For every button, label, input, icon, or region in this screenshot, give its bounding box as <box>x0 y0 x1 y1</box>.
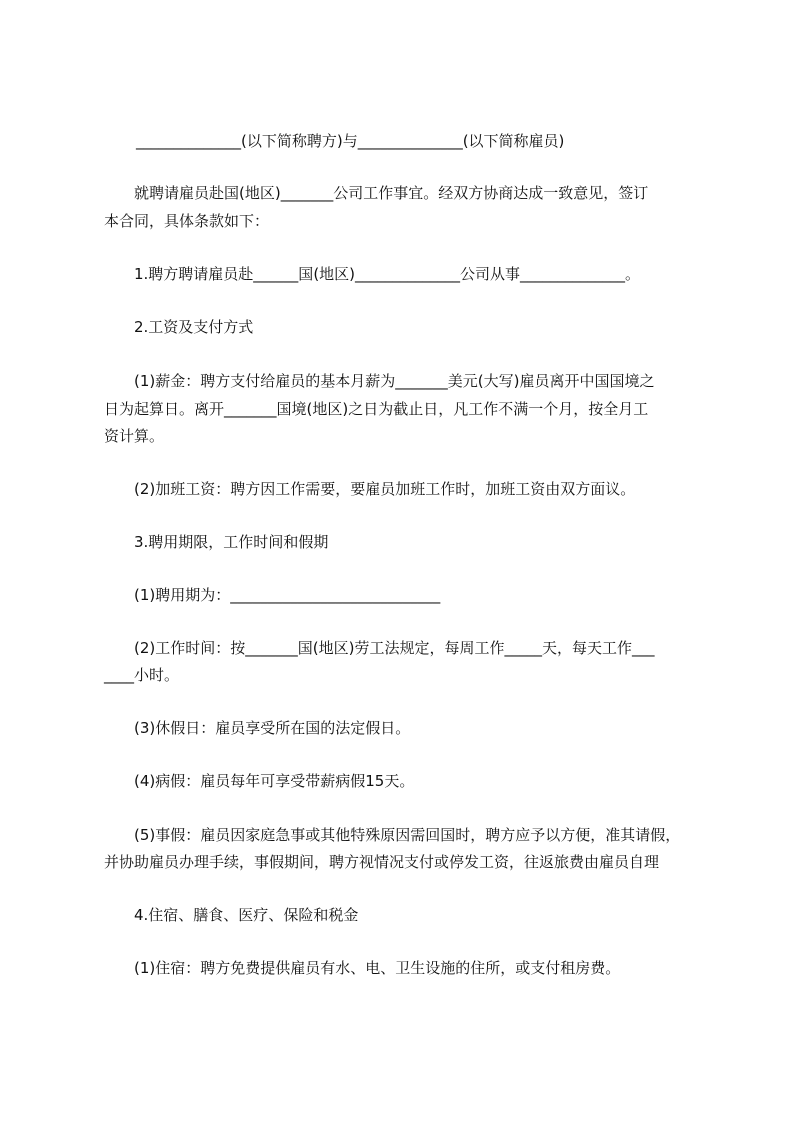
sick-leave-clause: (4)病假：雇员每年可享受带薪病假15天。 <box>104 772 415 790</box>
holiday-clause: (3)休假日：雇员享受所在国的法定假日。 <box>104 719 411 737</box>
intro-paragraph-line-2: 本合同，具体条款如下： <box>104 212 270 230</box>
section-3-heading: 3.聘用期限，工作时间和假期 <box>104 533 329 551</box>
working-hours-line-2: ____小时。 <box>104 666 180 684</box>
salary-clause-line-2: 日为起算日。离开_______国境(地区)之日为截止日，凡工作不满一个月，按全月工 <box>104 400 649 418</box>
contract-parties-line: ______________(以下简称聘方)与______________(以下简称雇员) <box>136 132 565 150</box>
intro-paragraph-line-1: 就聘请雇员赴国(地区)_______公司工作事宜。经双方协商达成一致意见，签订 <box>104 184 649 202</box>
salary-clause-line-3: 资计算。 <box>104 427 165 445</box>
accommodation-clause: (1)住宿：聘方免费提供雇员有水、电、卫生设施的住所，或支付租房费。 <box>104 959 621 977</box>
working-hours-line-1: (2)工作时间：按_______国(地区)劳工法规定，每周工作_____天，每天工作___ <box>104 639 655 657</box>
salary-clause-line-1: (1)薪金：聘方支付给雇员的基本月薪为_______美元(大写)雇员离开中国国境之 <box>104 372 655 390</box>
clause-1: 1.聘方聘请雇员赴______国(地区)______________公司从事______________。 <box>104 265 641 283</box>
overtime-clause: (2)加班工资：聘方因工作需要，要雇员加班工作时，加班工资由双方面议。 <box>104 480 636 498</box>
personal-leave-line-1: (5)事假：雇员因家庭急事或其他特殊原因需回国时，聘方应予以方便，准其请假， <box>104 826 681 844</box>
section-2-heading: 2.工资及支付方式 <box>104 318 254 336</box>
personal-leave-line-2: 并协助雇员办理手续，事假期间，聘方视情况支付或停发工资，往返旅费由雇员自理 <box>104 853 660 871</box>
section-4-heading: 4.住宿、膳食、医疗、保险和税金 <box>104 906 359 924</box>
employment-period-clause: (1)聘用期为：____________________________ <box>104 586 441 604</box>
